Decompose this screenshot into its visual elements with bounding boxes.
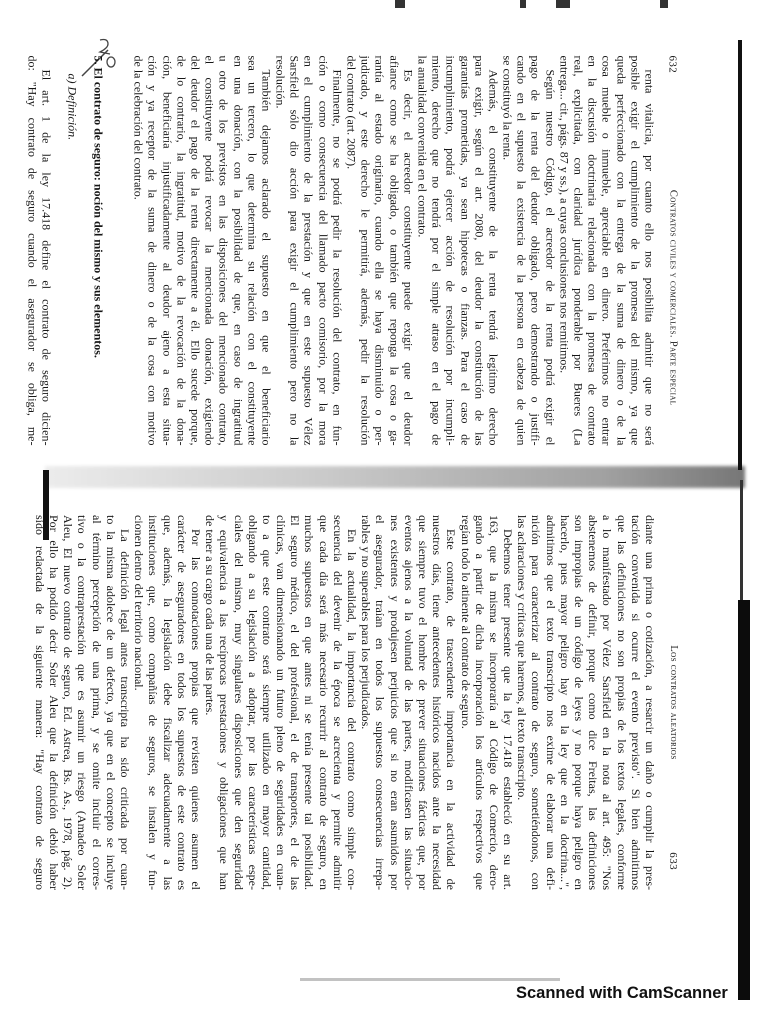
book-page-633 bbox=[32, 515, 690, 890]
text-line: carácter de aseguradores en todos los supuestos de este contrato es bbox=[174, 515, 189, 890]
text-line: admitimos que el texto transcripto nos exime de elaborar una defi- bbox=[543, 515, 558, 890]
text-line: clínicas, van dimensionando un futuro pleno de seguridades en cuan- bbox=[274, 515, 289, 890]
text-line: muchos supuestos en que antes ni se tenía presente tal posibilidad. bbox=[302, 515, 317, 890]
text-line: son impropias de un código de leyes y no porque haya peligro en bbox=[572, 515, 587, 890]
paragraph bbox=[500, 56, 557, 446]
paragraph bbox=[458, 515, 515, 890]
paragraph bbox=[203, 515, 359, 890]
text-line: del deudor el pago de la renta directamente a él. Ello sucede porque, bbox=[188, 55, 203, 446]
page-edge bbox=[740, 480, 743, 600]
text-line: miento, derecho que no tendrá por el simple atraso en el pago de bbox=[429, 55, 444, 446]
text-line: renta vitalicia, por cuanto ello nos posibilita admitir que no será bbox=[642, 69, 657, 446]
page-number: 633 bbox=[667, 852, 680, 870]
paragraph bbox=[33, 515, 132, 890]
text-line: de la celebración del contrato. bbox=[131, 55, 146, 200]
page-edge bbox=[738, 600, 750, 1000]
paragraph bbox=[359, 515, 458, 890]
text-line: nición para caracterizar al contrato de seguro, sometiéndonos, con bbox=[529, 515, 544, 890]
text-line: que, además, la legislación debe fiscalizar adecuadamente a las bbox=[160, 515, 175, 890]
text-line: en la discusión doctrinaria relacionada con la promesa de contrato bbox=[585, 55, 600, 446]
text-line: 163, que la misma se incorporaría al Código de Comercio, dero- bbox=[486, 515, 501, 890]
text-line: obligando a su legislación a adoptar, por las características espe- bbox=[245, 515, 260, 890]
text-line: ciales del mismo, muy singulares disposiciones que den seguridad bbox=[231, 515, 246, 890]
text-line: Por las connotaciones propias que revisten quienes asumen el bbox=[189, 529, 203, 890]
text-line: de tener a su cargo cada una de las partes. bbox=[203, 515, 218, 716]
text-line: En la actualidad, la importancia del contrato como simple con- bbox=[345, 529, 360, 890]
text-line: la anualidad convenida en el contrato. bbox=[415, 55, 430, 238]
text-line: nes existentes y produjesen perjuicios que si no eran asumidos por bbox=[387, 515, 402, 890]
scan-artifact bbox=[660, 0, 668, 8]
text-line: del contrato (art. 2087). bbox=[344, 55, 359, 170]
scan-artifact bbox=[520, 0, 526, 8]
book-page-632 bbox=[25, 55, 690, 446]
page-body bbox=[33, 515, 657, 890]
scan-artifact bbox=[395, 0, 405, 8]
text-line: El art. 1 de la ley 17.418 define el contrato de seguro dicien- bbox=[39, 69, 54, 446]
text-line: incumplimiento, podrá ejercer acción de resolución por incumpli- bbox=[443, 55, 458, 446]
text-line: en el cumplimiento de la prestación y que en este supuesto Vélez bbox=[302, 55, 316, 446]
text-line: cando en el supuesto la existencia de la persona en cabeza de quien bbox=[514, 55, 529, 446]
camscanner-watermark: Scanned with CamScanner bbox=[516, 984, 728, 1002]
running-head-title: Los contratos aleatorios bbox=[668, 645, 679, 760]
paragraph bbox=[415, 56, 500, 446]
text-line: Además, el constituyente de la renta tendrá legítimo derecho bbox=[486, 69, 501, 446]
text-line: para exigir, según el art. 2080, del deudor la constitución de las bbox=[472, 55, 487, 446]
paragraph bbox=[132, 515, 203, 890]
text-line: instituciones que, como compañías de seguros, se instalen y fun- bbox=[146, 515, 161, 890]
text-line: que cada día será más necesario recurrir al contrato de seguro, en bbox=[316, 515, 331, 890]
paragraph bbox=[344, 56, 415, 446]
scan-artifact bbox=[300, 978, 560, 981]
text-line: tivo o la contraprestación que es asumir un riesgo (Amadeo Soler bbox=[75, 515, 90, 890]
text-line: Finalmente, no se podrá pedir la resolución del contrato, en fun- bbox=[330, 69, 345, 446]
text-line: El seguro médico, el del profesional, el de transportes, el de las bbox=[288, 515, 303, 890]
text-line: eventos ajenos a la voluntad de las partes, modificasen las situacio- bbox=[401, 515, 416, 890]
text-line: secuencia del devenir de la época se acrecienta y permite admitir bbox=[330, 515, 345, 890]
text-line: queda perfeccionado con la entrega de la suma de dinero o de la bbox=[614, 55, 629, 446]
text-line: También dejamos aclarado el supuesto en que el beneficiario bbox=[259, 69, 274, 446]
text-line: afiance como se ha obligado, o también que reponga la cosa o ga- bbox=[387, 55, 402, 446]
text-line: entrega... cit., págs. 87 y ss.), a cuyas conclusiones nos remitimos. bbox=[557, 55, 572, 374]
text-line: rables y no superables para los perjudicados. bbox=[359, 515, 374, 730]
text-line: abstenemos de definir, porque como dice Freitas, las definiciones bbox=[586, 515, 601, 890]
text-line: u otro de los previstos en las disposiciones del mencionado contrato, bbox=[216, 55, 231, 446]
text-line: Sarsfield sólo dio acción para exigir el cumplimiento pero no la bbox=[287, 55, 302, 446]
text-line: nuestros días, tiene antecedentes históricos nacidos ante la necesidad bbox=[430, 515, 445, 890]
text-line: ción y ya receptor de la suma de dinero o de la cosa con motivo bbox=[145, 55, 160, 446]
page-body bbox=[132, 56, 657, 446]
text-line: el constituyente podrá revocar la mencionada donación, exigiendo bbox=[202, 55, 217, 446]
text-line: que siempre tuvo el hombre de prever situaciones fácticas que, por bbox=[416, 515, 430, 890]
text-line: cionen dentro del territorio nacional. bbox=[132, 515, 147, 691]
paragraph bbox=[273, 56, 344, 446]
text-line: cosa mueble o inmueble, apreciable en dinero. Preferimos no entrar bbox=[599, 55, 614, 446]
text-line: regían todo lo atinente al contrato de seguro. bbox=[458, 515, 473, 729]
closing-paragraph bbox=[25, 56, 53, 446]
text-line: ción, beneficiaría injustificadamente al deudor ajeno a esta situa- bbox=[160, 55, 175, 446]
text-line: pago de la renta del deudor obligado, pero demostrando o justifi- bbox=[529, 55, 543, 446]
paragraph bbox=[132, 56, 274, 446]
scan-artifact bbox=[556, 0, 570, 8]
page-number: 632 bbox=[667, 55, 679, 74]
text-line: garantías prometidas, ya sean hipotecas o fianzas. Para el caso de bbox=[458, 55, 473, 446]
text-line: las aclaraciones y críticas que haremos, al texto transcripto. bbox=[515, 515, 530, 801]
text-line: en una donación, con la posibilidad de que, en caso de ingratitud bbox=[231, 55, 246, 446]
running-head bbox=[657, 56, 690, 446]
paragraph bbox=[557, 56, 656, 446]
running-head bbox=[657, 515, 690, 890]
text-line: al término percepción de una prima, y se omite incluir el corres- bbox=[89, 515, 104, 890]
text-line: La definición legal antes transcripta ha sido criticada por cuan- bbox=[118, 529, 133, 890]
text-line: Debemos tener presente que la ley 17.418 estableció en su art. bbox=[501, 529, 516, 890]
paragraph bbox=[515, 515, 657, 890]
running-head-title: Contratos civiles y comerciales. Parte especial bbox=[667, 189, 679, 406]
text-line: to la misma adolece de un defecto, ya que en el concepto se incluye bbox=[103, 515, 118, 890]
text-line: y equivalencia a las recíprocas prestaciones y obligaciones que han bbox=[217, 515, 232, 890]
text-line: el asegurador, traían en todos los supuestos consecuencias irrepa- bbox=[373, 515, 388, 890]
section-heading: 5. El contrato de seguro: noción del mismo y sus elementos. bbox=[91, 55, 106, 358]
text-line: Es decir, el acreedor constituyente puede exigir que el deudor bbox=[401, 69, 416, 446]
text-line: Por ello ha podido decir Soler Aleu que la definición debió haber bbox=[47, 515, 62, 890]
text-line: tación convenida si ocurre el evento previsto". Si bien admitimos bbox=[628, 515, 643, 890]
text-line: Según nuestro Código, el acreedor de la renta podrá exigir el bbox=[543, 69, 558, 446]
text-line: hacerlo, pues mayor peligro hay en la ley que en la doctrina...", bbox=[557, 515, 572, 890]
text-line: de lo contrario, la ingratitud, motivo de la revocación de la dona- bbox=[174, 55, 189, 446]
page-edge bbox=[738, 40, 742, 470]
text-line: Aleu, El nuevo contrato de seguro, Ed. Astrea, Bs. As., 1978, pág. 2). bbox=[61, 515, 76, 890]
text-line: Este contrato, de trascendente importancia en la actividad de bbox=[444, 529, 459, 890]
text-line: a lo manifestado por Vélez Sarsfield en la nota al art. 495: "Nos bbox=[600, 515, 615, 890]
text-line: to a que este contrato será siempre utilizado en mayor cantidad, bbox=[259, 515, 274, 890]
text-line: do: "Hay contrato de seguro cuando el asegurador se obliga, me- bbox=[25, 55, 40, 446]
paragraph bbox=[25, 56, 53, 446]
text-line: sea un tercero, lo que determina su relación con el constituyente bbox=[245, 55, 260, 446]
text-line: diante una prima o cotización, a resarcir un daño o cumplir la pres- bbox=[643, 515, 657, 890]
text-line: judicado, y este derecho le permitirá, además, pedir la resolución bbox=[358, 55, 373, 446]
sub-heading: a) Definición. bbox=[65, 73, 80, 141]
text-line: que las definiciones no son propias de los textos legales, conforme bbox=[614, 515, 629, 890]
text-line: sido redactada de la siguiente manera: "Hay contrato de seguro bbox=[32, 515, 47, 890]
text-line: real, explicitada, con claridad jurídica ponderable por Bueres (La bbox=[571, 55, 586, 446]
text-line: rantía al estado originario, cuando ella se haya disminuido o per- bbox=[372, 55, 387, 446]
text-line: gando a partir de dicha incorporación los artículos respectivos que bbox=[472, 515, 487, 890]
text-line: ción o como consecuencia del llamado pacto comisorio, por la mora bbox=[316, 55, 331, 446]
text-line: resolución. bbox=[273, 55, 288, 109]
text-line: posible exigir el cumplimiento de la promesa del mismo, ya que bbox=[628, 55, 643, 446]
book-spine-shadow bbox=[45, 466, 745, 488]
text-line: se constituyó la renta. bbox=[500, 55, 515, 161]
